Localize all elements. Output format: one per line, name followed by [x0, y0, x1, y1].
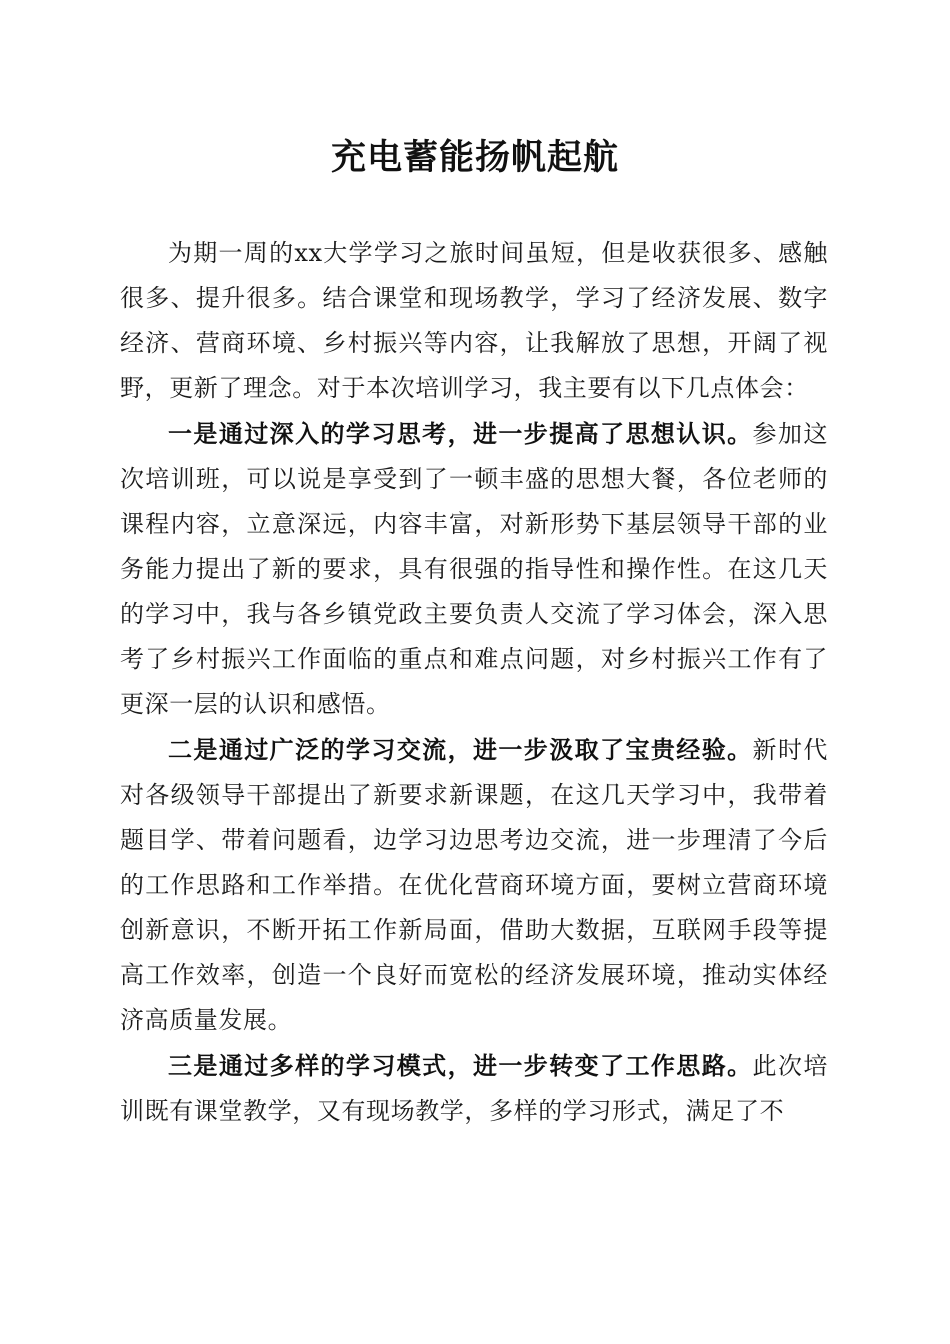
- paragraph-text: 为期一周的xx大学学习之旅时间虽短，但是收获很多、感触很多、提升很多。结合课堂和现场教学，学习了经济发展、数字经济、营商环境、乡村振兴等内容，让我解放了思想，开阔了视野，更新了理念。对于本次培训学习，我主要有以下几点体会：: [120, 239, 828, 402]
- paragraph-point-three: [120, 1043, 828, 1134]
- document-body: [120, 230, 828, 1134]
- paragraph-text: 此次培训既有课堂教学，又有现场教学，多样的学习形式，满足了不: [120, 1052, 828, 1125]
- paragraph-point-one: [120, 411, 828, 727]
- paragraph-lead: 二是通过广泛的学习交流，进一步汲取了宝贵经验。: [168, 735, 753, 764]
- paragraph-lead: 一是通过深入的学习思考，进一步提高了思想认识。: [168, 419, 753, 448]
- paragraph-lead: 三是通过多样的学习模式，进一步转变了工作思路。: [168, 1051, 753, 1080]
- paragraph-point-two: [120, 727, 828, 1043]
- paragraph-intro: [120, 230, 828, 411]
- paragraph-text: 参加这次培训班，可以说是享受到了一顿丰盛的思想大餐，各位老师的课程内容，立意深远，内容丰富，对新形势下基层领导干部的业务能力提出了新的要求，具有很强的指导性和操作性。在这几天的学习中，我与各乡镇党政主要负责人交流了学习体会，深入思考了乡村振兴工作面临的重点和难点问题，对乡村振兴工作有了更深一层的认识和感悟。: [120, 420, 828, 718]
- paragraph-text: 新时代对各级领导干部提出了新要求新课题，在这几天学习中，我带着题目学、带着问题看，边学习边思考边交流，进一步理清了今后的工作思路和工作举措。在优化营商环境方面，要树立营商环境创新意识，不断开拓工作新局面，借助大数据，互联网手段等提高工作效率，创造一个良好而宽松的经济发展环境，推动实体经济高质量发展。: [120, 736, 828, 1034]
- document-title: 充电蓄能扬帆起航: [330, 137, 619, 178]
